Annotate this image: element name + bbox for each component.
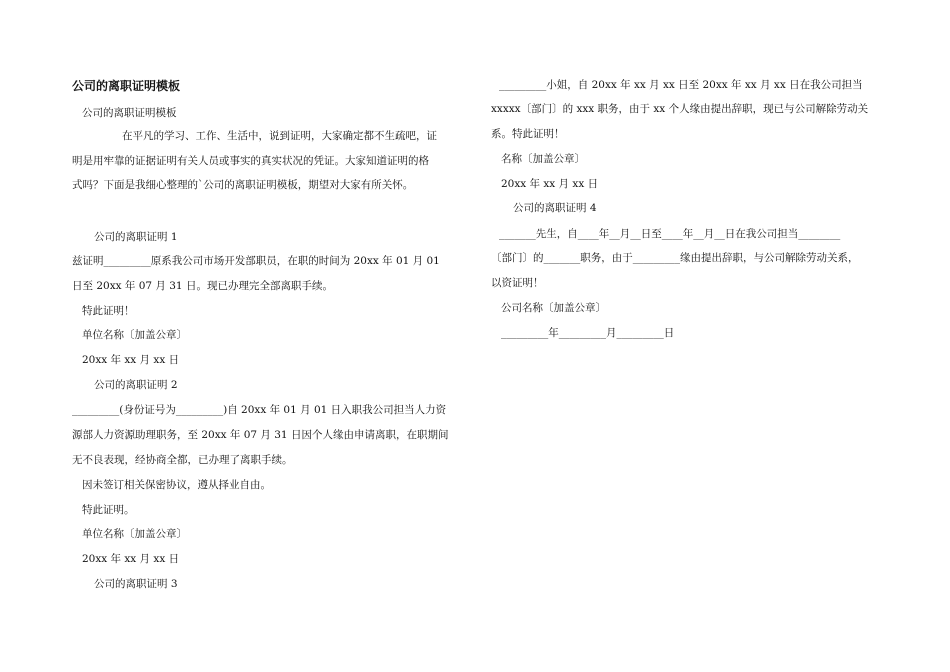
cert2-line-4: 因未签订相关保密协议，遵从择业自由。 (82, 479, 271, 491)
cert3-date: 20xx 年 xx 月 xx 日 (501, 178, 599, 190)
cert2-line-1: _________(身份证号为_________)自 20xx 年 01 月 01 日入职我公司担当人力资 (72, 404, 447, 416)
intro-line-3: 式吗？下面是我细心整理的`公司的离职证明模板，期望对大家有所关怀。 (72, 179, 414, 191)
document-title: 公司的离职证明模板 (72, 79, 181, 93)
intro-line-1: 在平凡的学习、工作、生活中，说到证明，大家确定都不生疏吧，证 (122, 130, 437, 142)
cert3-line-1: _________小姐，自 20xx 年 xx 月 xx 日至 20xx 年 xx 月 xx 日在我公司担当 (499, 79, 863, 91)
cert4-line-3: 以资证明！ (491, 277, 544, 289)
cert4-line-2: 〔部门〕的_______职务，由于_________缘由提出辞职，与公司解除劳动关系， (491, 252, 859, 264)
cert2-unit-name: 单位名称〔加盖公章〕 (82, 528, 187, 540)
section-heading-1: 公司的离职证明 1 (94, 231, 178, 243)
section-heading-4: 公司的离职证明 4 (513, 202, 597, 214)
cert3-line-3: 系。特此证明！ (491, 128, 565, 140)
cert3-line-2: xxxxx〔部门〕的 xxx 职务，由于 xx 个人缘由提出辞职，现已与公司解除劳动关 (491, 103, 869, 115)
cert1-line-2: 日至 20xx 年 07 月 31 日。现已办理完全部离职手续。 (72, 280, 333, 292)
cert4-line-1: _______先生，自____年__月__日至____年__月__日在我公司担当________ (499, 228, 841, 240)
section-heading-2: 公司的离职证明 2 (94, 379, 178, 391)
cert4-date: _________年_________月_________日 (501, 327, 675, 339)
cert1-date: 20xx 年 xx 月 xx 日 (82, 354, 180, 366)
subtitle: 公司的离职证明模板 (82, 107, 177, 119)
cert2-closing: 特此证明。 (82, 504, 135, 516)
cert1-unit-name: 单位名称〔加盖公章〕 (82, 329, 187, 341)
intro-line-2: 明是用牢靠的证据证明有关人员或事实的真实状况的凭证。大家知道证明的格 (72, 155, 429, 167)
cert1-closing: 特此证明！ (82, 305, 135, 317)
cert3-name: 名称〔加盖公章〕 (501, 153, 585, 165)
cert2-line-2: 源部人力资源助理职务，至 20xx 年 07 月 31 日因个人缘由申请离职，在职期间 (72, 429, 449, 441)
cert2-line-3: 无不良表现，经协商全都，已办理了离职手续。 (72, 454, 293, 466)
cert2-date: 20xx 年 xx 月 xx 日 (82, 553, 180, 565)
section-heading-3: 公司的离职证明 3 (94, 578, 178, 590)
cert4-company-name: 公司名称〔加盖公章〕 (501, 302, 606, 314)
cert1-line-1: 兹证明_________原系我公司市场开发部职员，在职的时间为 20xx 年 01 月 01 (72, 255, 440, 267)
